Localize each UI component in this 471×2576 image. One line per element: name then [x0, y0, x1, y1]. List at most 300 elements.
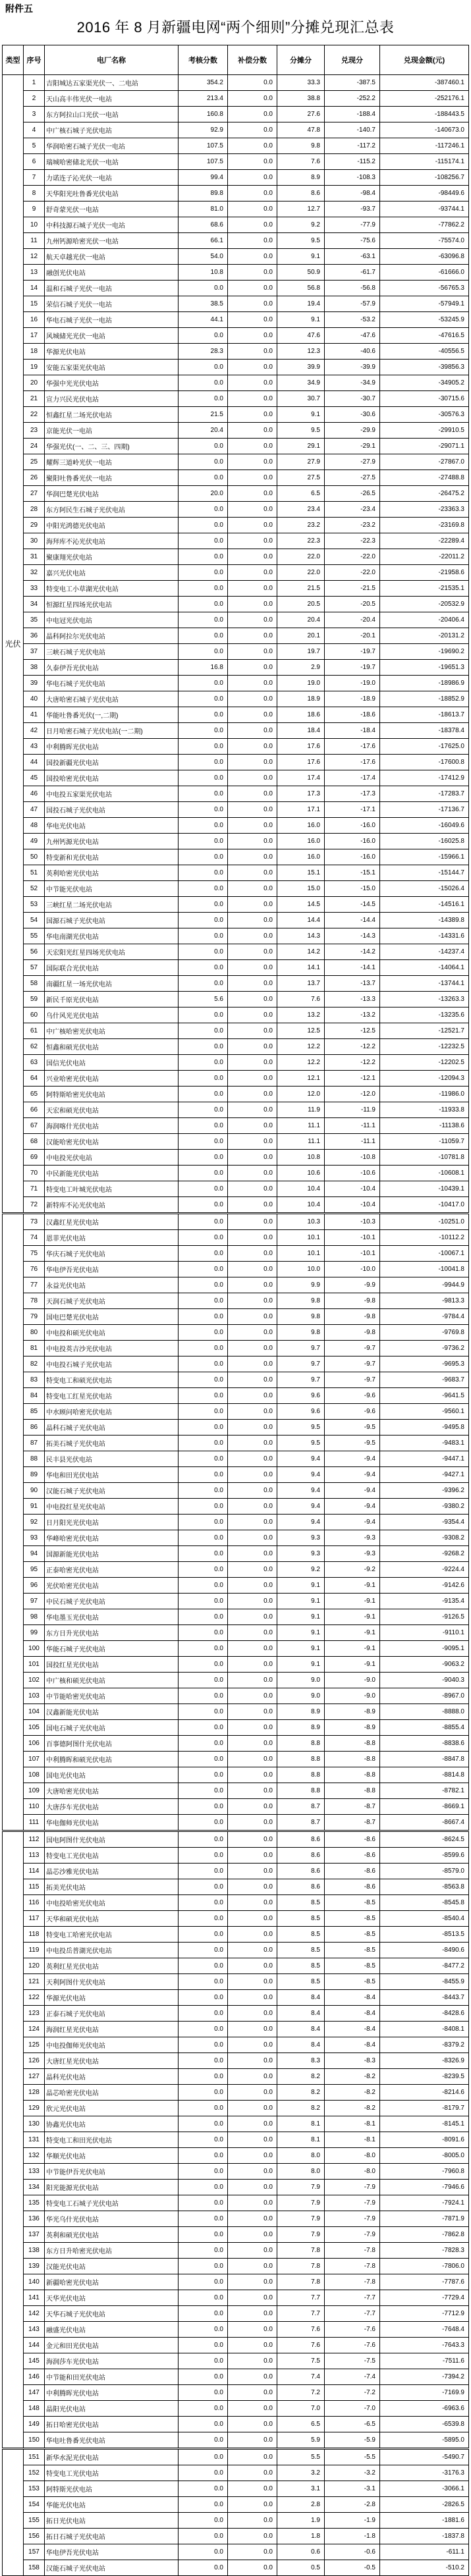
- assess-score: 20.0: [179, 486, 228, 502]
- plant-name: 特变电工和硕光伏电站: [45, 1372, 179, 1388]
- comp-score: 0.0: [228, 1911, 277, 1927]
- table-row: [3, 1451, 469, 1467]
- plant-name: 九州钙源哈密光伏一电站: [45, 233, 179, 249]
- row-index: 55: [24, 928, 45, 944]
- share-score: 14.1: [277, 960, 325, 976]
- plant-name: 华庆石城子光伏电站: [45, 1246, 179, 1262]
- settle-score: -9.7: [325, 1341, 380, 1356]
- share-score: 8.5: [277, 1895, 325, 1911]
- settle-score: -11.9: [325, 1102, 380, 1118]
- assess-score: 0.0: [179, 723, 228, 739]
- row-index: 96: [24, 1578, 45, 1594]
- table-row: [3, 818, 469, 834]
- settle-score: -27.5: [325, 470, 380, 486]
- row-index: 71: [24, 1181, 45, 1197]
- settle-amount: -6539.8: [380, 2417, 469, 2432]
- plant-name: 温和石城子光伏一电站: [45, 281, 179, 296]
- comp-score: 0.0: [228, 1023, 277, 1039]
- comp-score: 0.0: [228, 281, 277, 296]
- comp-score: 0.0: [228, 186, 277, 201]
- assess-score: 0.0: [179, 612, 228, 628]
- share-score: 9.5: [277, 233, 325, 249]
- share-score: 8.6: [277, 1848, 325, 1864]
- plant-name: 中阳光鸿德光伏电站: [45, 518, 179, 533]
- share-score: 50.9: [277, 265, 325, 281]
- table-row: [3, 2497, 469, 2513]
- table-row: [3, 628, 469, 644]
- row-index: 143: [24, 2322, 45, 2338]
- assess-score: 0.0: [179, 1848, 228, 1864]
- table-row: [3, 1293, 469, 1309]
- assess-score: 0.0: [179, 2290, 228, 2306]
- plant-name: 拓日光伏电站: [45, 2513, 179, 2529]
- settle-score: -14.4: [325, 913, 380, 928]
- row-index: 141: [24, 2290, 45, 2306]
- row-index: 147: [24, 2385, 45, 2401]
- plant-name: 国投红星光伏电站: [45, 1657, 179, 1673]
- comp-score: 0.0: [228, 518, 277, 533]
- row-index: 110: [24, 1799, 45, 1815]
- share-score: 9.1: [277, 1578, 325, 1594]
- comp-score: 0.0: [228, 628, 277, 644]
- assess-score: 0.0: [179, 1483, 228, 1499]
- share-score: 8.5: [277, 1958, 325, 1974]
- share-score: 20.5: [277, 597, 325, 612]
- settle-amount: -17412.9: [380, 770, 469, 786]
- share-score: 9.4: [277, 1451, 325, 1467]
- settle-score: -8.8: [325, 1767, 380, 1783]
- share-score: 19.0: [277, 676, 325, 691]
- table-row: [3, 1864, 469, 1879]
- plant-name: 中节能哈密光伏电站: [45, 1688, 179, 1704]
- comp-score: 0.0: [228, 755, 277, 770]
- table-row: [3, 233, 469, 249]
- assess-score: 0.0: [179, 391, 228, 407]
- share-score: 23.2: [277, 518, 325, 533]
- share-score: 12.7: [277, 201, 325, 217]
- table-row: [3, 881, 469, 897]
- share-score: 19.7: [277, 644, 325, 660]
- comp-score: 0.0: [228, 1388, 277, 1404]
- settle-amount: -7960.8: [380, 2164, 469, 2180]
- assess-score: 0.0: [179, 1404, 228, 1420]
- share-score: 8.8: [277, 1767, 325, 1783]
- settle-score: -8.5: [325, 1958, 380, 1974]
- assess-score: 92.9: [179, 122, 228, 138]
- comp-score: 0.0: [228, 1562, 277, 1578]
- table-row: [3, 1150, 469, 1166]
- settle-amount: -77862.2: [380, 217, 469, 233]
- row-index: 94: [24, 1546, 45, 1562]
- comp-score: 0.0: [228, 1720, 277, 1736]
- settle-amount: -12202.5: [380, 1055, 469, 1071]
- settle-score: -8.4: [325, 2037, 380, 2053]
- assess-score: 0.0: [179, 1609, 228, 1625]
- share-score: 14.2: [277, 944, 325, 960]
- settle-amount: -12521.7: [380, 1023, 469, 1039]
- table-row: [3, 2164, 469, 2180]
- table-row: [3, 1911, 469, 1927]
- plant-name: 国源新能光伏电站: [45, 1546, 179, 1562]
- row-index: 29: [24, 518, 45, 533]
- row-index: 95: [24, 1562, 45, 1578]
- share-score: 3.2: [277, 2465, 325, 2481]
- table-row: [3, 312, 469, 328]
- settle-score: -8.8: [325, 1736, 380, 1752]
- settle-amount: -9268.2: [380, 1546, 469, 1562]
- share-score: 8.5: [277, 1974, 325, 1990]
- row-index: 47: [24, 802, 45, 818]
- settle-amount: -5490.7: [380, 2449, 469, 2465]
- settle-score: -10.3: [325, 1214, 380, 1230]
- comp-score: 0.0: [228, 597, 277, 612]
- settle-amount: -20532.9: [380, 597, 469, 612]
- settle-amount: -1837.8: [380, 2529, 469, 2544]
- row-index: 43: [24, 739, 45, 755]
- table-row: [3, 2481, 469, 2497]
- table-row: [3, 1325, 469, 1341]
- row-index: 131: [24, 2132, 45, 2148]
- comp-score: 0.0: [228, 296, 277, 312]
- row-index: 21: [24, 391, 45, 407]
- comp-score: 0.0: [228, 565, 277, 581]
- table-row: [3, 1530, 469, 1546]
- table-row: [3, 960, 469, 976]
- assess-score: 0.0: [179, 755, 228, 770]
- assess-score: 0.0: [179, 1293, 228, 1309]
- table-row: [3, 1594, 469, 1609]
- share-score: 9.4: [277, 1515, 325, 1530]
- plant-name: 聚阳吐鲁番光伏一电站: [45, 470, 179, 486]
- settle-amount: -9040.3: [380, 1673, 469, 1688]
- table-row: [3, 1246, 469, 1262]
- plant-name: 海润红星光伏电站: [45, 2022, 179, 2037]
- share-score: 12.2: [277, 1039, 325, 1055]
- comp-score: 0.0: [228, 1673, 277, 1688]
- table-row: [3, 1848, 469, 1864]
- share-score: 12.0: [277, 1087, 325, 1102]
- comp-score: 0.0: [228, 1974, 277, 1990]
- plant-name: 中利腾晖光伏电站: [45, 739, 179, 755]
- settle-amount: -16049.6: [380, 818, 469, 834]
- assess-score: 0.0: [179, 2069, 228, 2085]
- type-cell: [3, 1214, 24, 1831]
- table-row: [3, 1309, 469, 1325]
- settle-amount: -10781.8: [380, 1150, 469, 1166]
- assess-score: 28.3: [179, 344, 228, 360]
- plant-name: 协鑫光伏电站: [45, 2116, 179, 2132]
- settle-amount: -3066.1: [380, 2481, 469, 2497]
- settle-amount: -7712.9: [380, 2306, 469, 2322]
- row-index: 28: [24, 502, 45, 518]
- share-score: 8.1: [277, 2116, 325, 2132]
- table-row: [3, 1704, 469, 1720]
- table-row: [3, 2290, 469, 2306]
- table-row: [3, 439, 469, 454]
- comp-score: 0.0: [228, 1530, 277, 1546]
- row-index: 34: [24, 597, 45, 612]
- assess-score: 0.0: [179, 1372, 228, 1388]
- table-row: [3, 1752, 469, 1767]
- plant-name: 海拜库不沁光伏电站: [45, 533, 179, 549]
- row-index: 44: [24, 755, 45, 770]
- plant-name: 恒源红星四场光伏电站: [45, 597, 179, 612]
- plant-name: 中民新能光伏电站: [45, 1166, 179, 1181]
- share-score: 9.1: [277, 1594, 325, 1609]
- comp-score: 0.0: [228, 439, 277, 454]
- plant-name: 中电投红星光伏电站: [45, 1499, 179, 1515]
- assess-score: 0.0: [179, 1102, 228, 1118]
- row-index: 1: [24, 75, 45, 91]
- assess-score: 0.0: [179, 2053, 228, 2069]
- row-index: 54: [24, 913, 45, 928]
- comp-score: 0.0: [228, 676, 277, 691]
- plant-name: 东方阿民生石城子光伏电站: [45, 502, 179, 518]
- settle-score: -117.2: [325, 138, 380, 154]
- share-score: 14.5: [277, 897, 325, 913]
- settle-score: -8.9: [325, 1704, 380, 1720]
- comp-score: 0.0: [228, 1546, 277, 1562]
- row-index: 121: [24, 1974, 45, 1990]
- assess-score: 38.5: [179, 296, 228, 312]
- plant-name: 天宏和硕光伏电站: [45, 1102, 179, 1118]
- comp-score: 0.0: [228, 644, 277, 660]
- plant-name: 融创光伏电站: [45, 265, 179, 281]
- table-row: [3, 1720, 469, 1736]
- settle-score: -13.2: [325, 1007, 380, 1023]
- row-index: 88: [24, 1451, 45, 1467]
- assess-score: 0.0: [179, 1578, 228, 1594]
- settle-score: -20.1: [325, 628, 380, 644]
- share-score: 16.0: [277, 849, 325, 865]
- settle-score: -11.1: [325, 1134, 380, 1150]
- plant-name: 中电投哈密光伏电站: [45, 1895, 179, 1911]
- row-index: 99: [24, 1625, 45, 1641]
- row-index: 92: [24, 1515, 45, 1530]
- plant-name: 国电阿图什光伏电站: [45, 1831, 179, 1848]
- settle-amount: -11059.7: [380, 1134, 469, 1150]
- plant-name: 华电和田光伏电站: [45, 1467, 179, 1483]
- assess-score: 0.0: [179, 1499, 228, 1515]
- comp-score: 0.0: [228, 2417, 277, 2432]
- settle-score: -1.9: [325, 2513, 380, 2529]
- row-index: 132: [24, 2148, 45, 2164]
- assess-score: 0.0: [179, 2481, 228, 2497]
- settle-score: -10.4: [325, 1181, 380, 1197]
- assess-score: 0.0: [179, 1150, 228, 1166]
- comp-score: 0.0: [228, 2353, 277, 2369]
- comp-score: 0.0: [228, 2227, 277, 2243]
- settle-amount: -8847.8: [380, 1752, 469, 1767]
- settle-score: -19.7: [325, 660, 380, 676]
- row-index: 113: [24, 1848, 45, 1864]
- settle-score: -8.6: [325, 1879, 380, 1895]
- plant-name: 华能光伏电站: [45, 2497, 179, 2513]
- comp-score: 0.0: [228, 1230, 277, 1246]
- comp-score: 0.0: [228, 2306, 277, 2322]
- settle-score: -188.4: [325, 107, 380, 122]
- settle-amount: -9683.7: [380, 1372, 469, 1388]
- row-index: 112: [24, 1831, 45, 1848]
- comp-score: 0.0: [228, 1578, 277, 1594]
- settle-amount: -8782.1: [380, 1783, 469, 1799]
- row-index: 48: [24, 818, 45, 834]
- settle-amount: -22289.4: [380, 533, 469, 549]
- settle-amount: -14331.6: [380, 928, 469, 944]
- table-row: [3, 186, 469, 201]
- assess-score: 0.0: [179, 802, 228, 818]
- row-index: 20: [24, 375, 45, 391]
- comp-score: 0.0: [228, 865, 277, 881]
- plant-name: 中电投伽师光伏电站: [45, 2037, 179, 2053]
- settle-amount: -18378.4: [380, 723, 469, 739]
- plant-name: 晶芯哈密光伏电站: [45, 2085, 179, 2101]
- row-index: 86: [24, 1420, 45, 1436]
- comp-score: 0.0: [228, 1134, 277, 1150]
- settle-score: -20.5: [325, 597, 380, 612]
- row-index: 151: [24, 2449, 45, 2465]
- table-row: [3, 1341, 469, 1356]
- share-score: 22.0: [277, 565, 325, 581]
- settle-score: -8.6: [325, 1864, 380, 1879]
- assess-score: 0.0: [179, 565, 228, 581]
- assess-score: 0.0: [179, 2211, 228, 2227]
- comp-score: 0.0: [228, 1704, 277, 1720]
- table-row: [3, 739, 469, 755]
- assess-score: 0.0: [179, 454, 228, 470]
- plant-name: 晶科石城子光伏电站: [45, 1420, 179, 1436]
- share-score: 1.9: [277, 2513, 325, 2529]
- table-row: [3, 1039, 469, 1055]
- comp-score: 0.0: [228, 992, 277, 1007]
- settle-amount: -9641.5: [380, 1388, 469, 1404]
- comp-score: 0.0: [228, 1404, 277, 1420]
- share-score: 8.9: [277, 1704, 325, 1720]
- plant-name: 英利哈密光伏电站: [45, 865, 179, 881]
- header-index: 序号: [24, 45, 45, 75]
- assess-score: 354.2: [179, 75, 228, 91]
- assess-score: 107.5: [179, 138, 228, 154]
- table-row: [3, 1023, 469, 1039]
- table-row: [3, 2180, 469, 2195]
- row-index: 122: [24, 1990, 45, 2006]
- share-score: 8.9: [277, 170, 325, 186]
- table-row: [3, 2417, 469, 2432]
- settle-score: -8.7: [325, 1799, 380, 1815]
- row-index: 150: [24, 2432, 45, 2449]
- share-score: 1.8: [277, 2529, 325, 2544]
- assess-score: 0.0: [179, 1071, 228, 1087]
- settle-amount: -27867.0: [380, 454, 469, 470]
- settle-amount: -3176.3: [380, 2465, 469, 2481]
- row-index: 70: [24, 1166, 45, 1181]
- assess-score: 107.5: [179, 154, 228, 170]
- table-row: [3, 1420, 469, 1436]
- comp-score: 0.0: [228, 1483, 277, 1499]
- plant-name: 新特库不沁光伏电站: [45, 1197, 179, 1214]
- assess-score: 0.0: [179, 881, 228, 897]
- table-row: [3, 1767, 469, 1783]
- header-settle-score: 兑现分: [325, 45, 380, 75]
- plant-name: 中节能和田光伏电站: [45, 2369, 179, 2385]
- comp-score: 0.0: [228, 107, 277, 122]
- share-score: 9.4: [277, 1483, 325, 1499]
- settle-score: -0.5: [325, 2560, 380, 2576]
- table-row: [3, 581, 469, 597]
- comp-score: 0.0: [228, 1879, 277, 1895]
- table-row: [3, 1372, 469, 1388]
- row-index: 103: [24, 1688, 45, 1704]
- share-score: 9.5: [277, 423, 325, 439]
- plant-name: 英利和硕光伏电站: [45, 2227, 179, 2243]
- share-score: 38.8: [277, 91, 325, 107]
- comp-score: 0.0: [228, 612, 277, 628]
- assess-score: 0.0: [179, 691, 228, 707]
- settle-score: -14.2: [325, 944, 380, 960]
- table-row: [3, 2211, 469, 2227]
- settle-score: -34.9: [325, 375, 380, 391]
- header-plant: 电厂名称: [45, 45, 179, 75]
- comp-score: 0.0: [228, 217, 277, 233]
- row-index: 30: [24, 533, 45, 549]
- comp-score: 0.0: [228, 2513, 277, 2529]
- table-row: [3, 1007, 469, 1023]
- plant-name: 中广核和硕光伏电站: [45, 1673, 179, 1688]
- comp-score: 0.0: [228, 2401, 277, 2417]
- row-index: 65: [24, 1087, 45, 1102]
- share-score: 9.8: [277, 138, 325, 154]
- table-row: [3, 2069, 469, 2085]
- settle-score: -13.7: [325, 976, 380, 992]
- settle-score: -10.1: [325, 1230, 380, 1246]
- comp-score: 0.0: [228, 1118, 277, 1134]
- table-row: [3, 170, 469, 186]
- share-score: 10.4: [277, 1181, 325, 1197]
- share-score: 14.4: [277, 913, 325, 928]
- settle-score: -8.8: [325, 1783, 380, 1799]
- plant-name: 中广核哈密光伏电站: [45, 1023, 179, 1039]
- share-score: 8.2: [277, 2101, 325, 2116]
- settle-score: -9.0: [325, 1688, 380, 1704]
- share-score: 8.8: [277, 1783, 325, 1799]
- settle-amount: -20131.2: [380, 628, 469, 644]
- plant-name: 中利腾晖光伏电站: [45, 2385, 179, 2401]
- comp-score: 0.0: [228, 233, 277, 249]
- settle-score: -47.6: [325, 328, 380, 344]
- row-index: 129: [24, 2101, 45, 2116]
- settle-amount: -7828.3: [380, 2243, 469, 2259]
- plant-name: 海润喀什光伏电站: [45, 1118, 179, 1134]
- plant-name: 华强中光光伏电站: [45, 375, 179, 391]
- share-score: 7.7: [277, 2290, 325, 2306]
- row-index: 138: [24, 2243, 45, 2259]
- settle-amount: -14237.4: [380, 944, 469, 960]
- comp-score: 0.0: [228, 1071, 277, 1087]
- row-index: 158: [24, 2560, 45, 2576]
- assess-score: 0.0: [179, 502, 228, 518]
- table-row: [3, 865, 469, 881]
- settle-score: -8.9: [325, 1720, 380, 1736]
- settle-amount: -16025.8: [380, 834, 469, 849]
- table-row: [3, 928, 469, 944]
- settle-amount: -9813.3: [380, 1293, 469, 1309]
- row-index: 16: [24, 312, 45, 328]
- plant-name: 晶科光伏电站: [45, 2069, 179, 2085]
- plant-name: 国投新疆光伏电站: [45, 755, 179, 770]
- settle-amount: -10112.2: [380, 1230, 469, 1246]
- comp-score: 0.0: [228, 1451, 277, 1467]
- assess-score: 0.0: [179, 1246, 228, 1262]
